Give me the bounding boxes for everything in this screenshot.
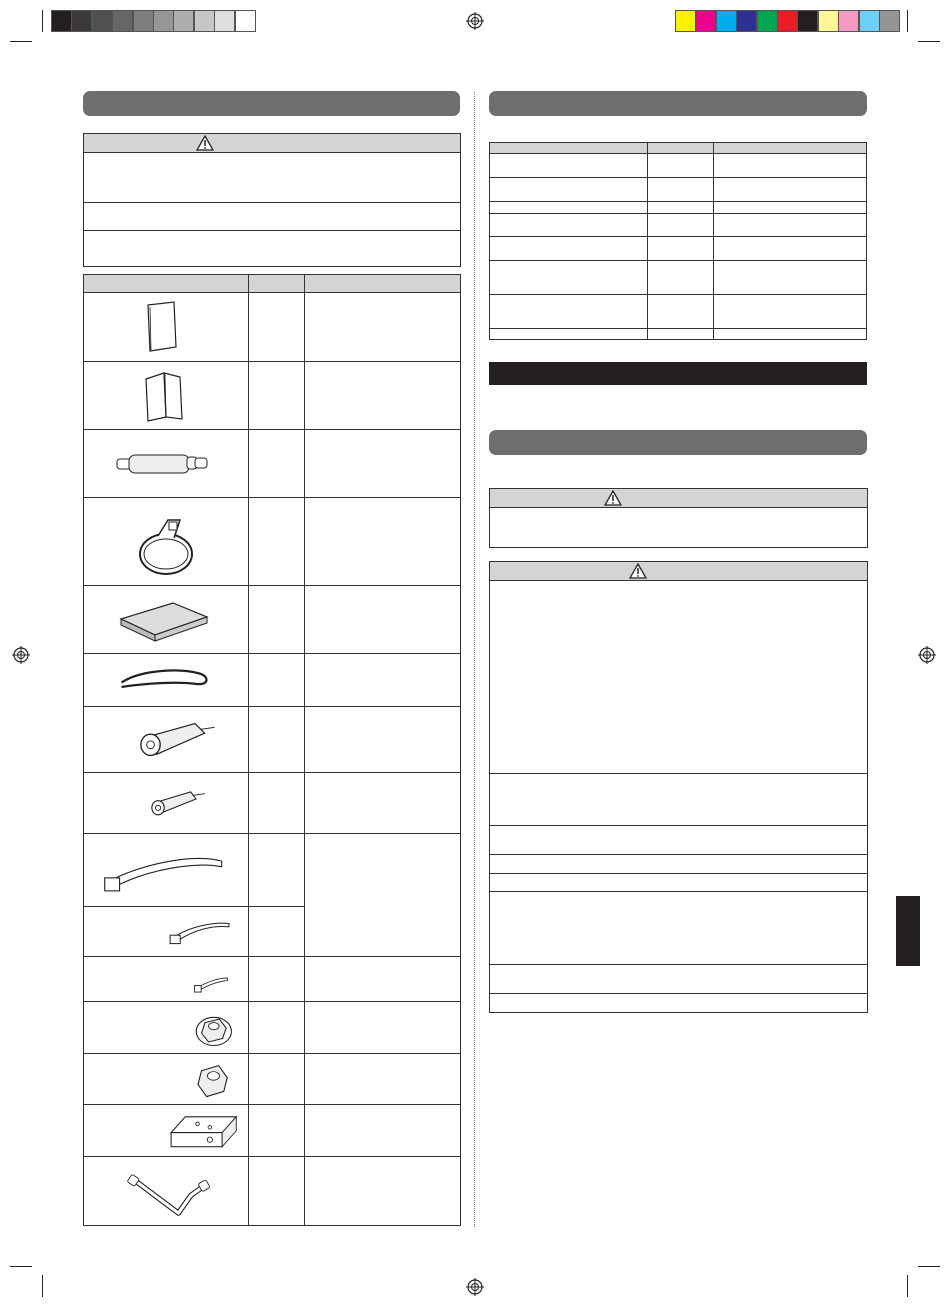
insulation-tube-small-icon xyxy=(113,776,219,829)
table-header-row xyxy=(84,275,460,293)
accessory-row xyxy=(84,429,248,497)
caution-box xyxy=(489,561,868,1013)
gray-swatch xyxy=(133,10,154,32)
cable-tie-large-icon xyxy=(101,837,231,902)
color-swatch xyxy=(695,10,716,32)
accessory-row xyxy=(84,772,248,833)
accessory-row xyxy=(84,833,248,906)
warning-text-block xyxy=(84,203,460,231)
warning-box-header xyxy=(490,489,867,508)
section-header-bar xyxy=(83,91,460,116)
accessory-row xyxy=(84,706,248,772)
gray-swatch xyxy=(112,10,133,32)
gray-swatch xyxy=(194,10,215,32)
color-swatch xyxy=(838,10,859,32)
gray-swatch xyxy=(71,10,92,32)
accessory-row xyxy=(84,497,248,585)
warning-box xyxy=(83,133,461,267)
warning-triangle-icon xyxy=(629,563,647,579)
color-swatch xyxy=(736,10,757,32)
accessory-row xyxy=(84,653,248,706)
column-divider xyxy=(474,92,475,1227)
language-tab xyxy=(896,896,920,966)
warning-triangle-icon xyxy=(196,135,214,151)
accessory-row xyxy=(84,293,248,361)
warning-triangle-icon xyxy=(604,490,622,506)
warning-text-block xyxy=(84,152,460,203)
gray-swatch xyxy=(92,10,113,32)
color-swatch xyxy=(859,10,880,32)
cable-tie-small-icon xyxy=(114,960,237,997)
drain-hose-joint-icon xyxy=(111,433,221,493)
black-heading-bar xyxy=(489,362,867,385)
gray-swatch xyxy=(153,10,174,32)
warning-text-block xyxy=(84,231,460,266)
gray-swatch xyxy=(235,10,256,32)
warning-box xyxy=(489,488,868,548)
caution-box-header xyxy=(490,562,867,581)
cable-icon xyxy=(117,657,215,702)
bracket-plate-icon xyxy=(106,1108,247,1152)
insulation-pad-icon xyxy=(111,589,221,649)
bent-pipe-icon xyxy=(104,1160,228,1222)
accessory-row xyxy=(84,585,248,653)
warning-box-header xyxy=(84,134,460,153)
cable-tie-medium-icon xyxy=(113,910,239,952)
accessory-row xyxy=(84,1001,248,1053)
color-swatch xyxy=(879,10,900,32)
hex-nut-icon xyxy=(112,1057,241,1100)
accessory-row xyxy=(84,906,248,956)
section-header-bar xyxy=(489,91,867,116)
accessory-row xyxy=(84,956,248,1001)
color-swatch xyxy=(716,10,737,32)
color-swatch xyxy=(675,10,696,32)
registration-mark-icon xyxy=(918,646,936,664)
gray-swatch xyxy=(173,10,194,32)
color-swatch xyxy=(797,10,818,32)
specification-table xyxy=(489,142,867,340)
insulation-tube-large-icon xyxy=(108,710,224,768)
color-swatch xyxy=(757,10,778,32)
accessory-row xyxy=(84,1104,248,1156)
gray-swatch xyxy=(51,10,72,32)
registration-mark-icon xyxy=(466,12,484,30)
gray-swatch xyxy=(214,10,235,32)
registration-mark-icon xyxy=(12,646,30,664)
registration-mark-icon xyxy=(466,1278,484,1296)
flange-nut-icon xyxy=(110,1005,242,1049)
accessory-row xyxy=(84,1156,248,1226)
accessory-row xyxy=(84,361,248,429)
section-header-bar xyxy=(489,430,867,455)
accessories-table xyxy=(83,274,461,1226)
manual-icon xyxy=(136,365,196,425)
table-header-row xyxy=(490,143,866,154)
booklet-icon xyxy=(136,297,196,357)
accessory-row xyxy=(84,1053,248,1104)
color-swatch xyxy=(777,10,798,32)
hose-clamp-icon xyxy=(126,506,206,576)
color-swatch xyxy=(818,10,839,32)
